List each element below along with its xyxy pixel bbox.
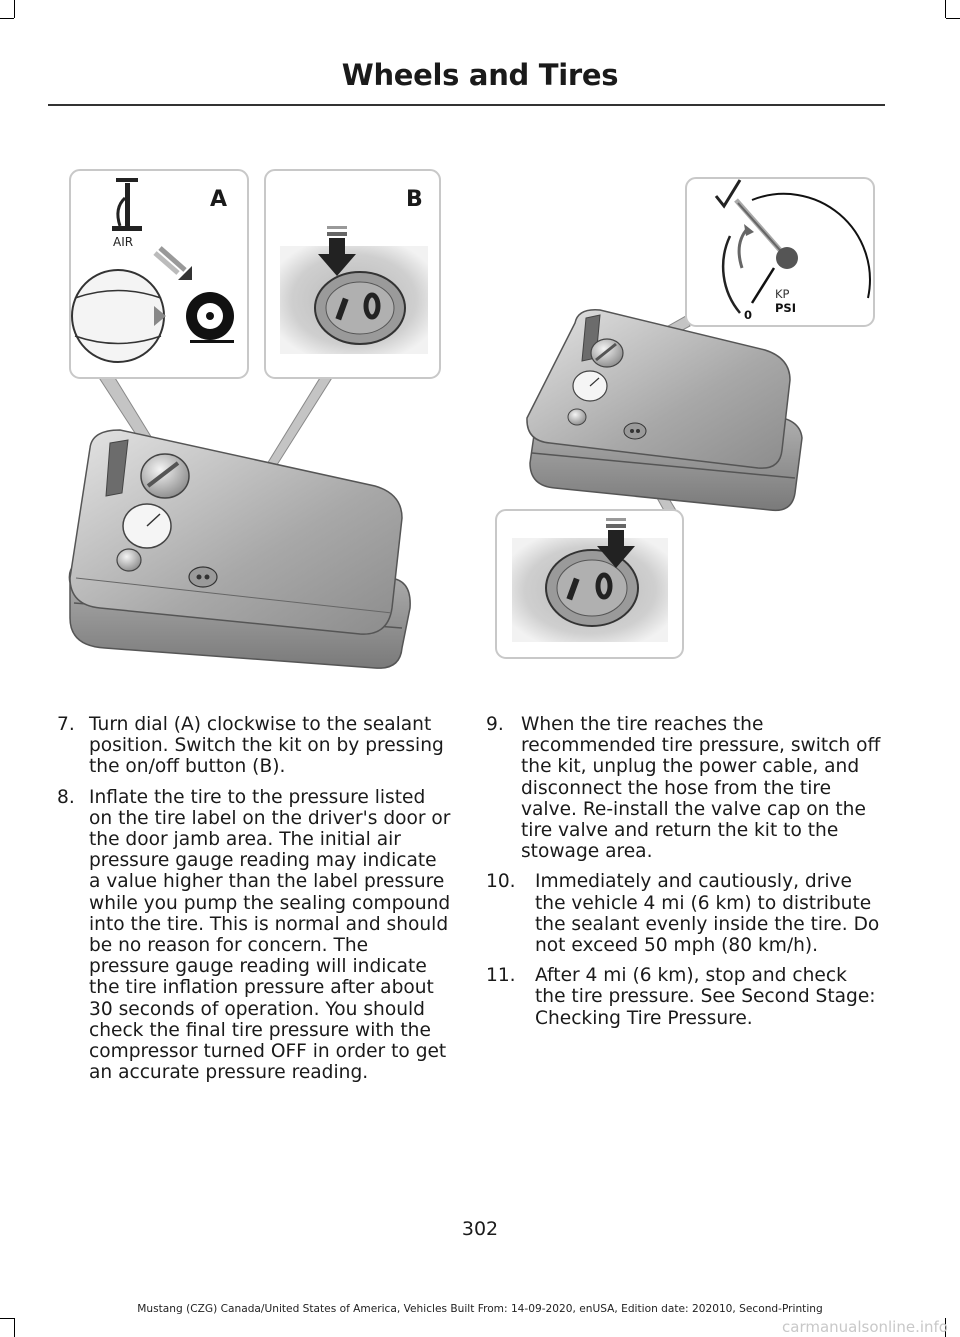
- step-number: 7.: [57, 714, 75, 735]
- air-label: AIR: [113, 235, 134, 249]
- crop-mark: [946, 18, 960, 19]
- sealant-kit-left: [69, 373, 410, 668]
- step-text: Immediately and cautiously, drive the vehicle 4 mi (6 km) to distribute the sealant evenly inside the tire. Do not exceed 50 mph (80 km/h).: [535, 871, 880, 957]
- list-item: [52, 714, 452, 778]
- page-title: Wheels and Tires: [341, 58, 619, 92]
- text-column-left: [52, 714, 452, 1092]
- step-text: When the tire reaches the recommended tire pressure, switch off the kit, unplug the power cable, and disconnect the hose from the tire valve. Re-install the valve cap on the tire valve and return the kit to the stowage area.: [521, 714, 881, 863]
- crop-mark: [0, 1318, 14, 1319]
- footer-text: Mustang (CZG) Canada/United States of America, Vehicles Built From: 14-09-2020, enUSA, Edition date: 202010, Second-Printing: [137, 1303, 823, 1315]
- callout-pressure-gauge: [686, 178, 874, 326]
- step-number: 10.: [486, 871, 516, 893]
- list-item: [486, 965, 882, 1029]
- text-column-right: [486, 714, 882, 1038]
- crop-mark: [0, 18, 14, 19]
- gauge-zero-label: 0: [744, 308, 753, 322]
- crop-mark: [14, 0, 15, 18]
- list-item: [486, 714, 882, 862]
- gauge-kp-label: KP: [775, 287, 790, 301]
- crop-mark: [945, 0, 946, 18]
- callout-a-dial: [70, 170, 248, 378]
- step-text: Turn dial (A) clockwise to the sealant position. Switch the kit on by pressing the on/off button (B).: [89, 714, 444, 778]
- list-item: [486, 871, 882, 956]
- step-number: 9.: [486, 714, 504, 735]
- step-number: 11.: [486, 965, 516, 987]
- callout-on-off-button-lower: [496, 510, 683, 658]
- callout-b-button: [265, 170, 440, 378]
- crop-mark: [14, 1318, 15, 1337]
- title-divider: [48, 104, 885, 106]
- list-item: [52, 787, 452, 1084]
- step-text: After 4 mi (6 km), stop and check the tire pressure. See Second Stage: Checking Tire Pressure.: [535, 965, 876, 1029]
- callout-a-label: A: [210, 187, 228, 212]
- callout-b-label: B: [406, 187, 423, 212]
- watermark[interactable]: carmanualsonline.info: [782, 1318, 948, 1336]
- sealant-kit-right: [527, 310, 802, 514]
- step-number: 8.: [57, 786, 75, 808]
- step-text: Inflate the tire to the pressure listed on the tire label on the driver's door or the door jamb area. The initial air pressure gauge reading may indicate a value higher than the label pressure while you pump the sealing compound into the tire. This is normal and should be no reason for concern. The pressure gauge reading will indicate the tire inflation pressure after about 30 seconds of operation. You should check the final tire pressure with the compressor turned OFF in order to get an accurate pressure reading.: [89, 786, 451, 1084]
- tire-repair-kit-illustration: [30, 108, 930, 698]
- page-number: 302: [461, 1218, 499, 1240]
- gauge-psi-label: PSI: [775, 301, 796, 315]
